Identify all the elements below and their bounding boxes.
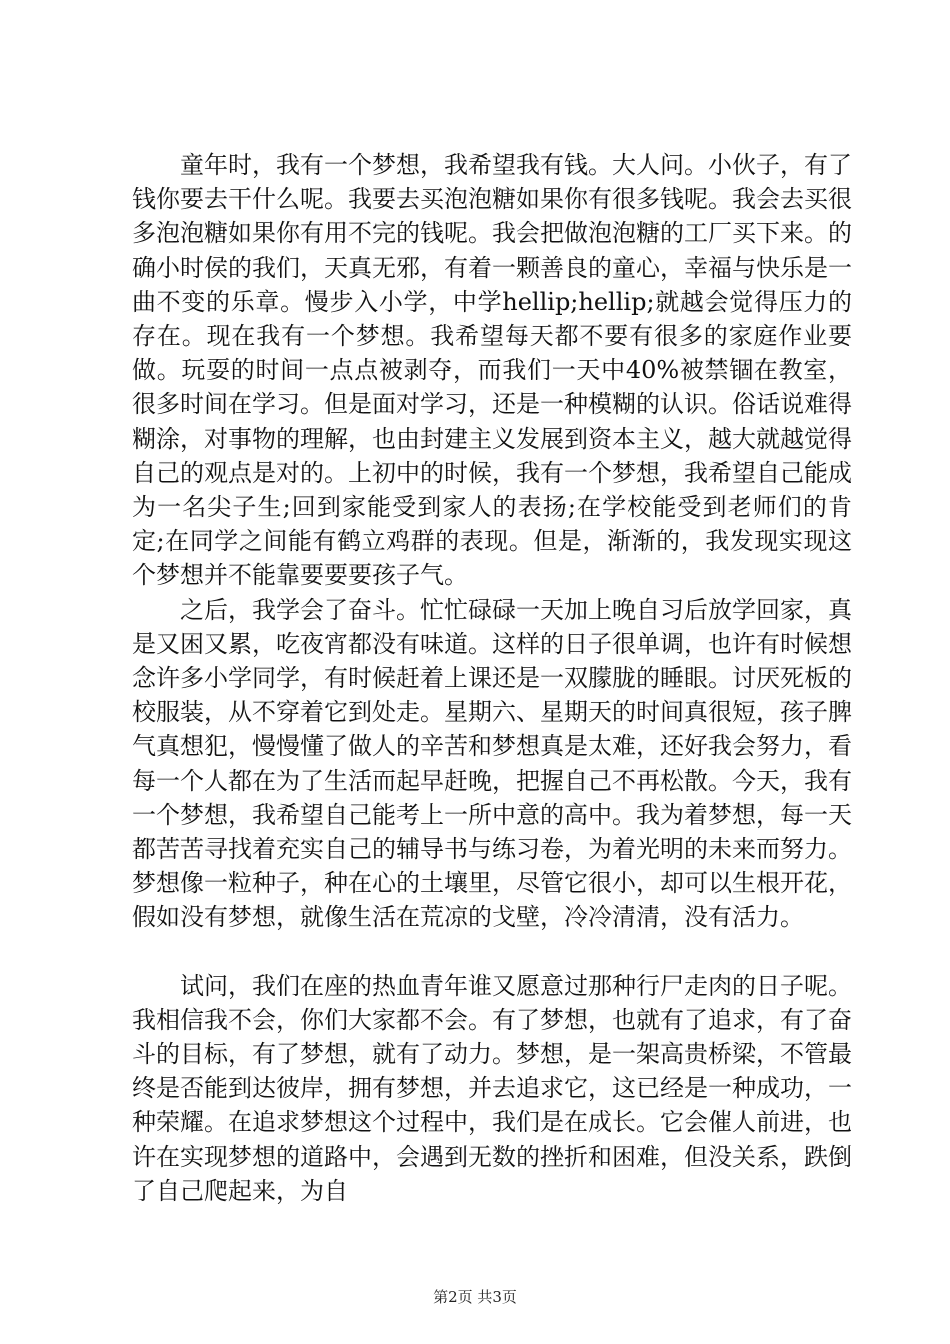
paragraph-3: 试问，我们在座的热血青年谁又愿意过那种行尸走肉的日子呢。我相信我不会，你们大家都不会。有了梦想，也就有了追求，有了奋斗的目标，有了梦想，就有了动力。梦想，是一架高贵桥梁，不管最终是否能到达彼岸，拥有梦想，并去追求它，这已经是一种成功，一种荣耀。在追求梦想这个过程中，我们是在成长。它会催人前进，也许在实现梦想的道路中，会遇到无数的挫折和困难，但没关系，跌倒了自己爬起来，为自 [132, 971, 852, 1205]
paragraph-2: 之后，我学会了奋斗。忙忙碌碌一天加上晚自习后放学回家，真是又困又累，吃夜宵都没有味道。这样的日子很单调，也许有时候想念许多小学同学，有时候赶着上课还是一双朦胧的睡眼。讨厌死板的校服装，从不穿着它到处走。星期六、星期天的时间真很短，孩子脾气真想犯，慢慢懂了做人的辛苦和梦想真是太难，还好我会努力，看每一个人都在为了生活而起早赶晚，把握自己不再松散。今天，我有一个梦想，我希望自己能考上一所中意的高中。我为着梦想，每一天都苦苦寻找着充实自己的辅导书与练习卷，为着光明的未来而努力。梦想像一粒种子，种在心的土壤里，尽管它很小，却可以生根开花，假如没有梦想，就像生活在荒凉的戈壁，冷冷清清，没有活力。 [132, 595, 852, 932]
paragraph-spacer [132, 935, 852, 969]
paragraph-1: 童年时，我有一个梦想，我希望我有钱。大人问。小伙子，有了钱你要去干什么呢。我要去买泡泡糖如果你有很多钱呢。我会去买很多泡泡糖如果你有用不完的钱呢。我会把做泡泡糖的工厂买下来。的确小时侯的我们，天真无邪，有着一颗善良的童心，幸福与快乐是一曲不变的乐章。慢步入小学，中学hellip;hellip;就越会觉得压力的存在。现在我有一个梦想。我希望每天都不要有很多的家庭作业要做。玩耍的时间一点点被剥夺，而我们一天中40%被禁锢在教室，很多时间在学习。但是面对学习，还是一种模糊的认识。俗话说难得糊涂，对事物的理解，也由封建主义发展到资本主义，越大就越觉得自己的观点是对的。上初中的时候，我有一个梦想，我希望自己能成为一名尖子生;回到家能受到家人的表扬;在学校能受到老师们的肯定;在同学之间能有鹤立鸡群的表现。但是，渐渐的，我发现实现这个梦想并不能靠要要要孩子气。 [132, 151, 852, 590]
page-number-footer: 第2页 共3页 [433, 1288, 517, 1306]
body-text [132, 148, 852, 1208]
